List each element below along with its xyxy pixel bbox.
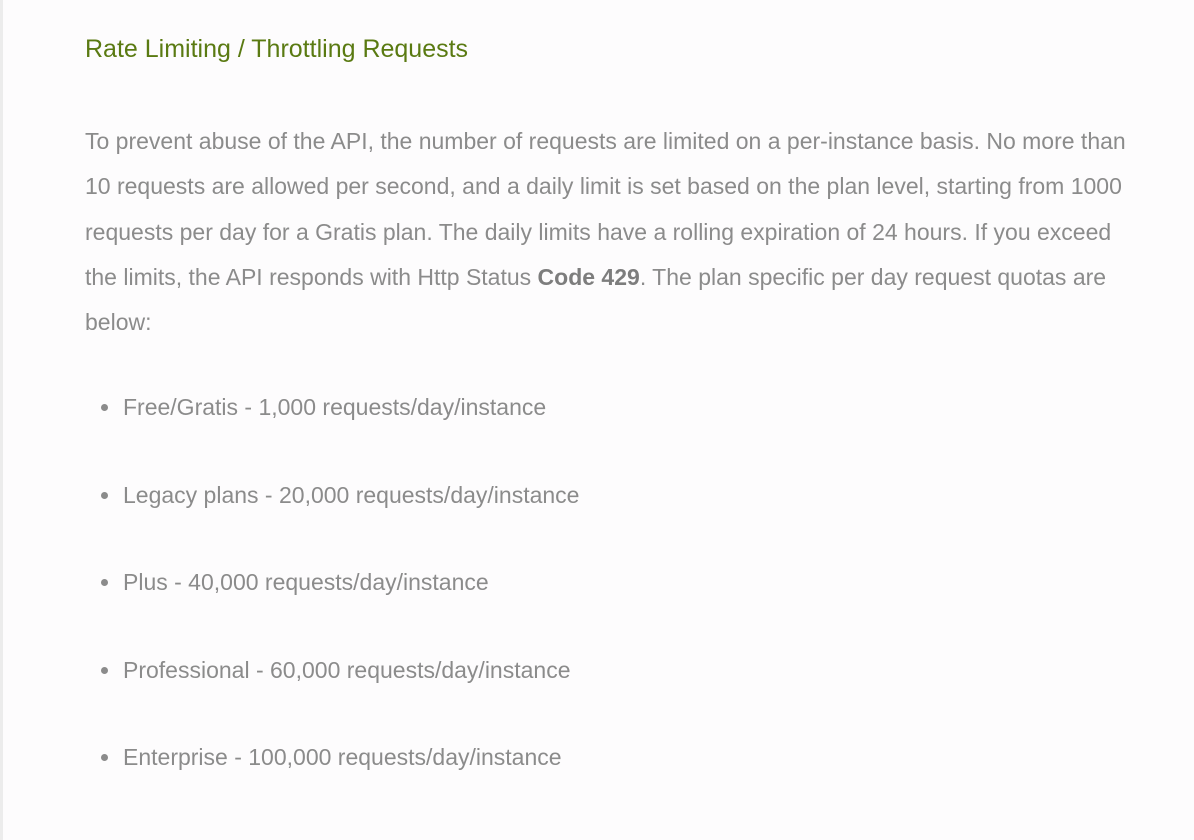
description-text-end: . The plan specific per day request quotas are below: xyxy=(85,263,1107,336)
section-heading: Rate Limiting / Throttling Requests xyxy=(85,35,469,63)
list-item xyxy=(85,560,1145,604)
bullet-icon xyxy=(101,492,108,499)
article-content xyxy=(85,30,1145,823)
quota-text: Legacy plans - 20,000 requests/day/instance xyxy=(123,481,580,508)
bullet-icon xyxy=(101,754,108,761)
list-item xyxy=(85,385,1145,429)
quota-text: Free/Gratis - 1,000 requests/day/instance xyxy=(123,394,547,421)
list-item xyxy=(85,735,1145,779)
status-code-highlight: Code 429 xyxy=(537,263,640,290)
bullet-icon xyxy=(101,667,108,674)
bullet-icon xyxy=(101,579,108,586)
list-item xyxy=(85,648,1145,692)
plan-quota-list xyxy=(85,385,1145,779)
rate-limit-description xyxy=(85,119,1145,345)
bullet-icon xyxy=(101,404,108,411)
quota-text: Plus - 40,000 requests/day/instance xyxy=(123,569,489,596)
quota-text: Enterprise - 100,000 requests/day/instance xyxy=(123,744,562,771)
quota-text: Professional - 60,000 requests/day/instance xyxy=(123,656,571,683)
description-text: To prevent abuse of the API, the number of requests are limited on a per-instance basis. No more than 10 requests are allowed per second, and a daily limit is set based on the plan level, starting from 1000 requests per day for a Gratis plan. The daily limits have a rolling expiration of 24 hours. If you exceed the limits, the API responds with Http Status xyxy=(85,128,1126,290)
list-item xyxy=(85,473,1145,517)
